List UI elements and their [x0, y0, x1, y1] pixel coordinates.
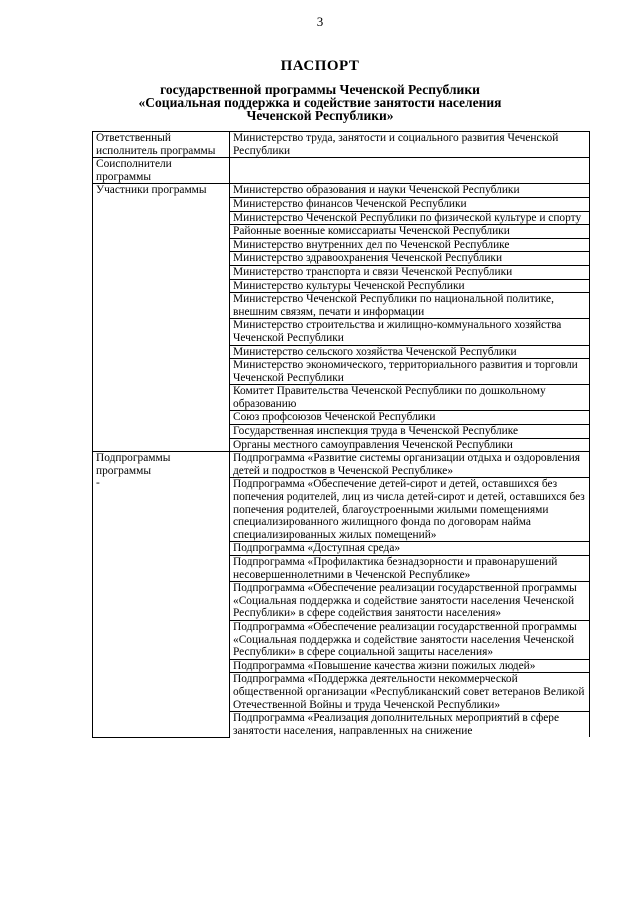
document-title: ПАСПОРТ [280, 58, 360, 74]
row-label-text: Подпрограммы программы [96, 452, 171, 477]
list-item: Министерство культуры Чеченской Республики [230, 279, 590, 293]
list-item: Подпрограмма «Обеспечение реализации государственной программы «Социальная поддержка и содействие занятости населения Чеченской Республики» в сфере содействия занятости населения» [230, 582, 590, 621]
list-item: Подпрограмма «Обеспечение реализации государственной программы «Социальная поддержка и содействие занятости населения Чеченской Республики» в сфере социальной защиты населения» [230, 620, 590, 659]
list-item: Министерство финансов Чеченской Республики [230, 197, 590, 211]
list-item: Органы местного самоуправления Чеченской Республики [230, 438, 590, 452]
list-item: Подпрограмма «Повышение качества жизни пожилых людей» [230, 659, 590, 673]
subtitle-line: Чеченской Республики» [246, 108, 394, 123]
list-item: Подпрограмма «Доступная среда» [230, 542, 590, 556]
list-item: Министерство строительства и жилищно-коммунального хозяйства Чеченской Республики [230, 319, 590, 345]
list-item: Подпрограмма «Развитие системы организации отдыха и оздоровления детей и подростков в Чеченской Республике» [230, 452, 590, 478]
row-label [93, 184, 230, 452]
row-label-text: Участники программы [96, 184, 207, 197]
table-row [93, 132, 590, 158]
row-label-dash: - [96, 477, 100, 490]
table-row [93, 452, 590, 478]
list-item: Подпрограмма «Реализация дополнительных мероприятий в сфере занятости населения, направленных на снижение [230, 712, 590, 738]
list-item: Районные военные комиссариаты Чеченской Республики [230, 225, 590, 239]
row-value: Министерство труда, занятости и социального развития Чеченской Республики [230, 132, 590, 158]
list-item: Подпрограмма «Обеспечение детей-сирот и детей, оставшихся без попечения родителей, лиц из числа детей-сирот и детей, оставшихся без попечения родителей, благоустроенными жилыми помещениями специализированного жилищного фонда по договорам найма специализированных жилых помещений» [230, 478, 590, 542]
subtitle-line: «Социальная поддержка и содействие занятости населения [138, 95, 502, 110]
list-item: Министерство здравоохранения Чеченской Республики [230, 252, 590, 266]
list-item: Союз профсоюзов Чеченской Республики [230, 411, 590, 425]
row-label [93, 452, 230, 738]
list-item: Государственная инспекция труда в Чеченской Республике [230, 425, 590, 439]
page-number: 3 [316, 14, 324, 29]
row-value [230, 158, 590, 184]
list-item: Министерство транспорта и связи Чеченской Республики [230, 265, 590, 279]
list-item: Подпрограмма «Профилактика безнадзорности и правонарушений несовершеннолетними в Чеченской Республике» [230, 556, 590, 582]
list-item: Министерство Чеченской Республики по национальной политике, внешним связям, печати и информации [230, 293, 590, 319]
row-label: Соисполнители программы [93, 158, 230, 184]
list-item: Комитет Правительства Чеченской Республики по дошкольному образованию [230, 385, 590, 411]
subtitle-line: государственной программы Чеченской Республики [160, 82, 480, 97]
row-label: Ответственный исполнитель программы [93, 132, 230, 158]
passport-table [92, 131, 590, 738]
table-row [93, 158, 590, 184]
list-item: Министерство экономического, территориального развития и торговли Чеченской Республики [230, 359, 590, 385]
list-item: Министерство образования и науки Чеченской Республики [230, 184, 590, 198]
list-item: Министерство внутренних дел по Чеченской Республике [230, 238, 590, 252]
table-row [93, 184, 590, 198]
list-item: Министерство сельского хозяйства Чеченской Республики [230, 345, 590, 359]
list-item: Министерство Чеченской Республики по физической культуре и спорту [230, 211, 590, 225]
list-item: Подпрограмма «Поддержка деятельности некоммерческой общественной организации «Республиканский совет ветеранов Великой Отечественной Войны и труда Чеченской Республики» [230, 673, 590, 712]
title-block [0, 58, 640, 122]
